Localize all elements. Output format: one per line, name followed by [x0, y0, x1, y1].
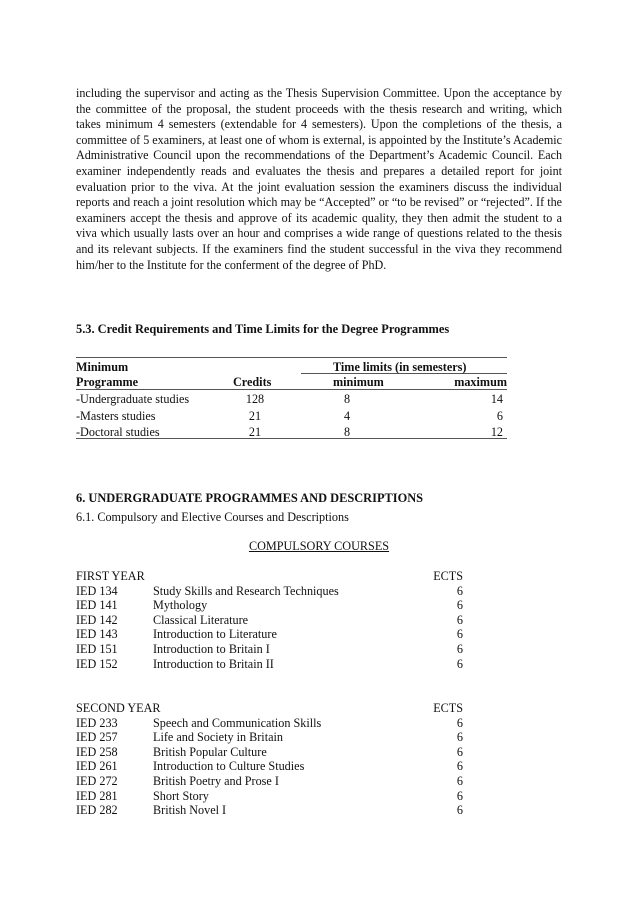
course-title: British Novel I	[153, 803, 227, 818]
course-code: IED 152	[76, 656, 118, 671]
course-ects: 6	[456, 803, 463, 818]
course-row	[76, 745, 463, 760]
credit-row-programme: -Undergraduate studies	[76, 392, 190, 406]
course-ects: 6	[456, 773, 463, 788]
credit-row-minimum: 8	[343, 392, 351, 406]
course-code: IED 143	[76, 627, 118, 642]
course-code: IED 261	[76, 759, 118, 774]
credit-row-minimum: 8	[343, 425, 351, 439]
course-code: IED 282	[76, 803, 118, 818]
body-paragraph: including the supervisor and acting as the Thesis Supervision Committee. Upon the acceptance by the committee of the proposal, the student proceeds with the thesis research and writing, which takes minimum 4 semesters (extendable for 4 semesters). Upon the completions of the thesis, a committee of 5 examiners, at least one of whom is external, is appointed by the Institute’s Academic Administrative Council upon the recommendations of the Department’s Academic Council. Each examiner independently reads and evaluates the thesis and prepares a detailed report for joint evaluation prior to the viva. At the joint evaluation session the examiners discuss the individual reports and reach a joint resolution which may be “Accepted” or “to be revised” or “rejected”. If the examiners accept the thesis and approve of its academic quality, they then admit the student to a viva which usually lasts over an hour and comprises a wide range of questions related to the thesis and its relevant subjects. If the examiners find the student successful in the viva they recommend him/her to the Institute for the conferment of the degree of PhD.	[76, 86, 562, 272]
first-year-block	[76, 569, 463, 671]
course-row	[76, 642, 463, 657]
header-programme: Programme	[76, 375, 139, 389]
first-year-header	[76, 569, 463, 584]
course-code: IED 281	[76, 788, 118, 803]
course-row	[76, 730, 463, 745]
credit-row-programme: -Masters studies	[76, 408, 156, 423]
second-year-label: SECOND YEAR	[76, 701, 161, 715]
course-title: Short Story	[153, 788, 209, 803]
course-code: IED 257	[76, 730, 118, 745]
course-ects: 6	[456, 788, 463, 803]
first-year-label: FIRST YEAR	[76, 569, 145, 583]
credit-row-credits: 21	[248, 425, 262, 439]
course-ects: 6	[456, 730, 463, 745]
credit-row-minimum: 4	[343, 408, 351, 423]
header-min: minimum	[333, 375, 384, 389]
course-title: Introduction to Culture Studies	[153, 759, 305, 774]
second-year-ects-label: ECTS	[433, 701, 463, 715]
course-title: British Popular Culture	[153, 744, 267, 759]
course-title: Introduction to Britain I	[153, 641, 270, 656]
course-code: IED 151	[76, 641, 118, 656]
header-minimum: Minimum	[76, 360, 129, 374]
course-code: IED 233	[76, 715, 118, 730]
credit-row-credits: 21	[248, 408, 262, 423]
first-year-course-list	[76, 584, 463, 672]
credit-row-programme: -Doctoral studies	[76, 425, 160, 439]
course-ects: 6	[456, 744, 463, 759]
course-ects: 6	[456, 759, 463, 774]
table-rule-header	[76, 389, 507, 390]
undergrad-subheading: 6.1. Compulsory and Elective Courses and Descriptions	[76, 510, 349, 524]
second-year-course-list	[76, 716, 463, 818]
course-row	[76, 584, 463, 599]
course-code: IED 141	[76, 598, 118, 613]
course-title: Speech and Communication Skills	[153, 715, 322, 730]
course-ects: 6	[456, 641, 463, 656]
course-title: British Poetry and Prose I	[153, 773, 279, 788]
course-ects: 6	[456, 627, 463, 642]
second-year-block	[76, 701, 463, 818]
course-row	[76, 657, 463, 672]
course-row	[76, 716, 463, 731]
table-rule-top	[76, 357, 507, 358]
course-row	[76, 803, 463, 818]
undergrad-heading: 6. UNDERGRADUATE PROGRAMMES AND DESCRIPTIONS	[76, 491, 424, 505]
course-ects: 6	[456, 612, 463, 627]
course-title: Classical Literature	[153, 612, 249, 627]
course-title: Introduction to Literature	[153, 627, 277, 642]
course-code: IED 142	[76, 612, 118, 627]
header-time-limits: Time limits (in semesters)	[333, 360, 467, 374]
first-year-ects-label: ECTS	[433, 569, 463, 583]
course-row	[76, 789, 463, 804]
course-ects: 6	[456, 715, 463, 730]
credit-section-heading: 5.3. Credit Requirements and Time Limits for the Degree Programmes	[76, 322, 450, 336]
course-title: Introduction to Britain II	[153, 656, 274, 671]
course-code: IED 272	[76, 773, 118, 788]
course-title: Study Skills and Research Techniques	[153, 583, 339, 598]
course-ects: 6	[456, 656, 463, 671]
header-credits: Credits	[233, 375, 272, 389]
course-row	[76, 598, 463, 613]
compulsory-courses-title: COMPULSORY COURSES	[248, 539, 390, 553]
course-title: Life and Society in Britain	[153, 730, 283, 745]
credit-row-maximum: 14	[490, 392, 503, 406]
course-row	[76, 613, 463, 628]
course-row	[76, 774, 463, 789]
course-title: Mythology	[153, 598, 208, 613]
course-code: IED 134	[76, 583, 118, 598]
course-code: IED 258	[76, 744, 118, 759]
course-row	[76, 627, 463, 642]
credit-row-maximum: 12	[490, 425, 503, 439]
course-row	[76, 759, 463, 774]
course-ects: 6	[456, 598, 463, 613]
header-max: maximum	[454, 375, 507, 389]
second-year-header	[76, 701, 463, 716]
course-ects: 6	[456, 583, 463, 598]
credit-row-maximum: 6	[496, 408, 503, 423]
credit-row-credits: 128	[245, 392, 265, 406]
